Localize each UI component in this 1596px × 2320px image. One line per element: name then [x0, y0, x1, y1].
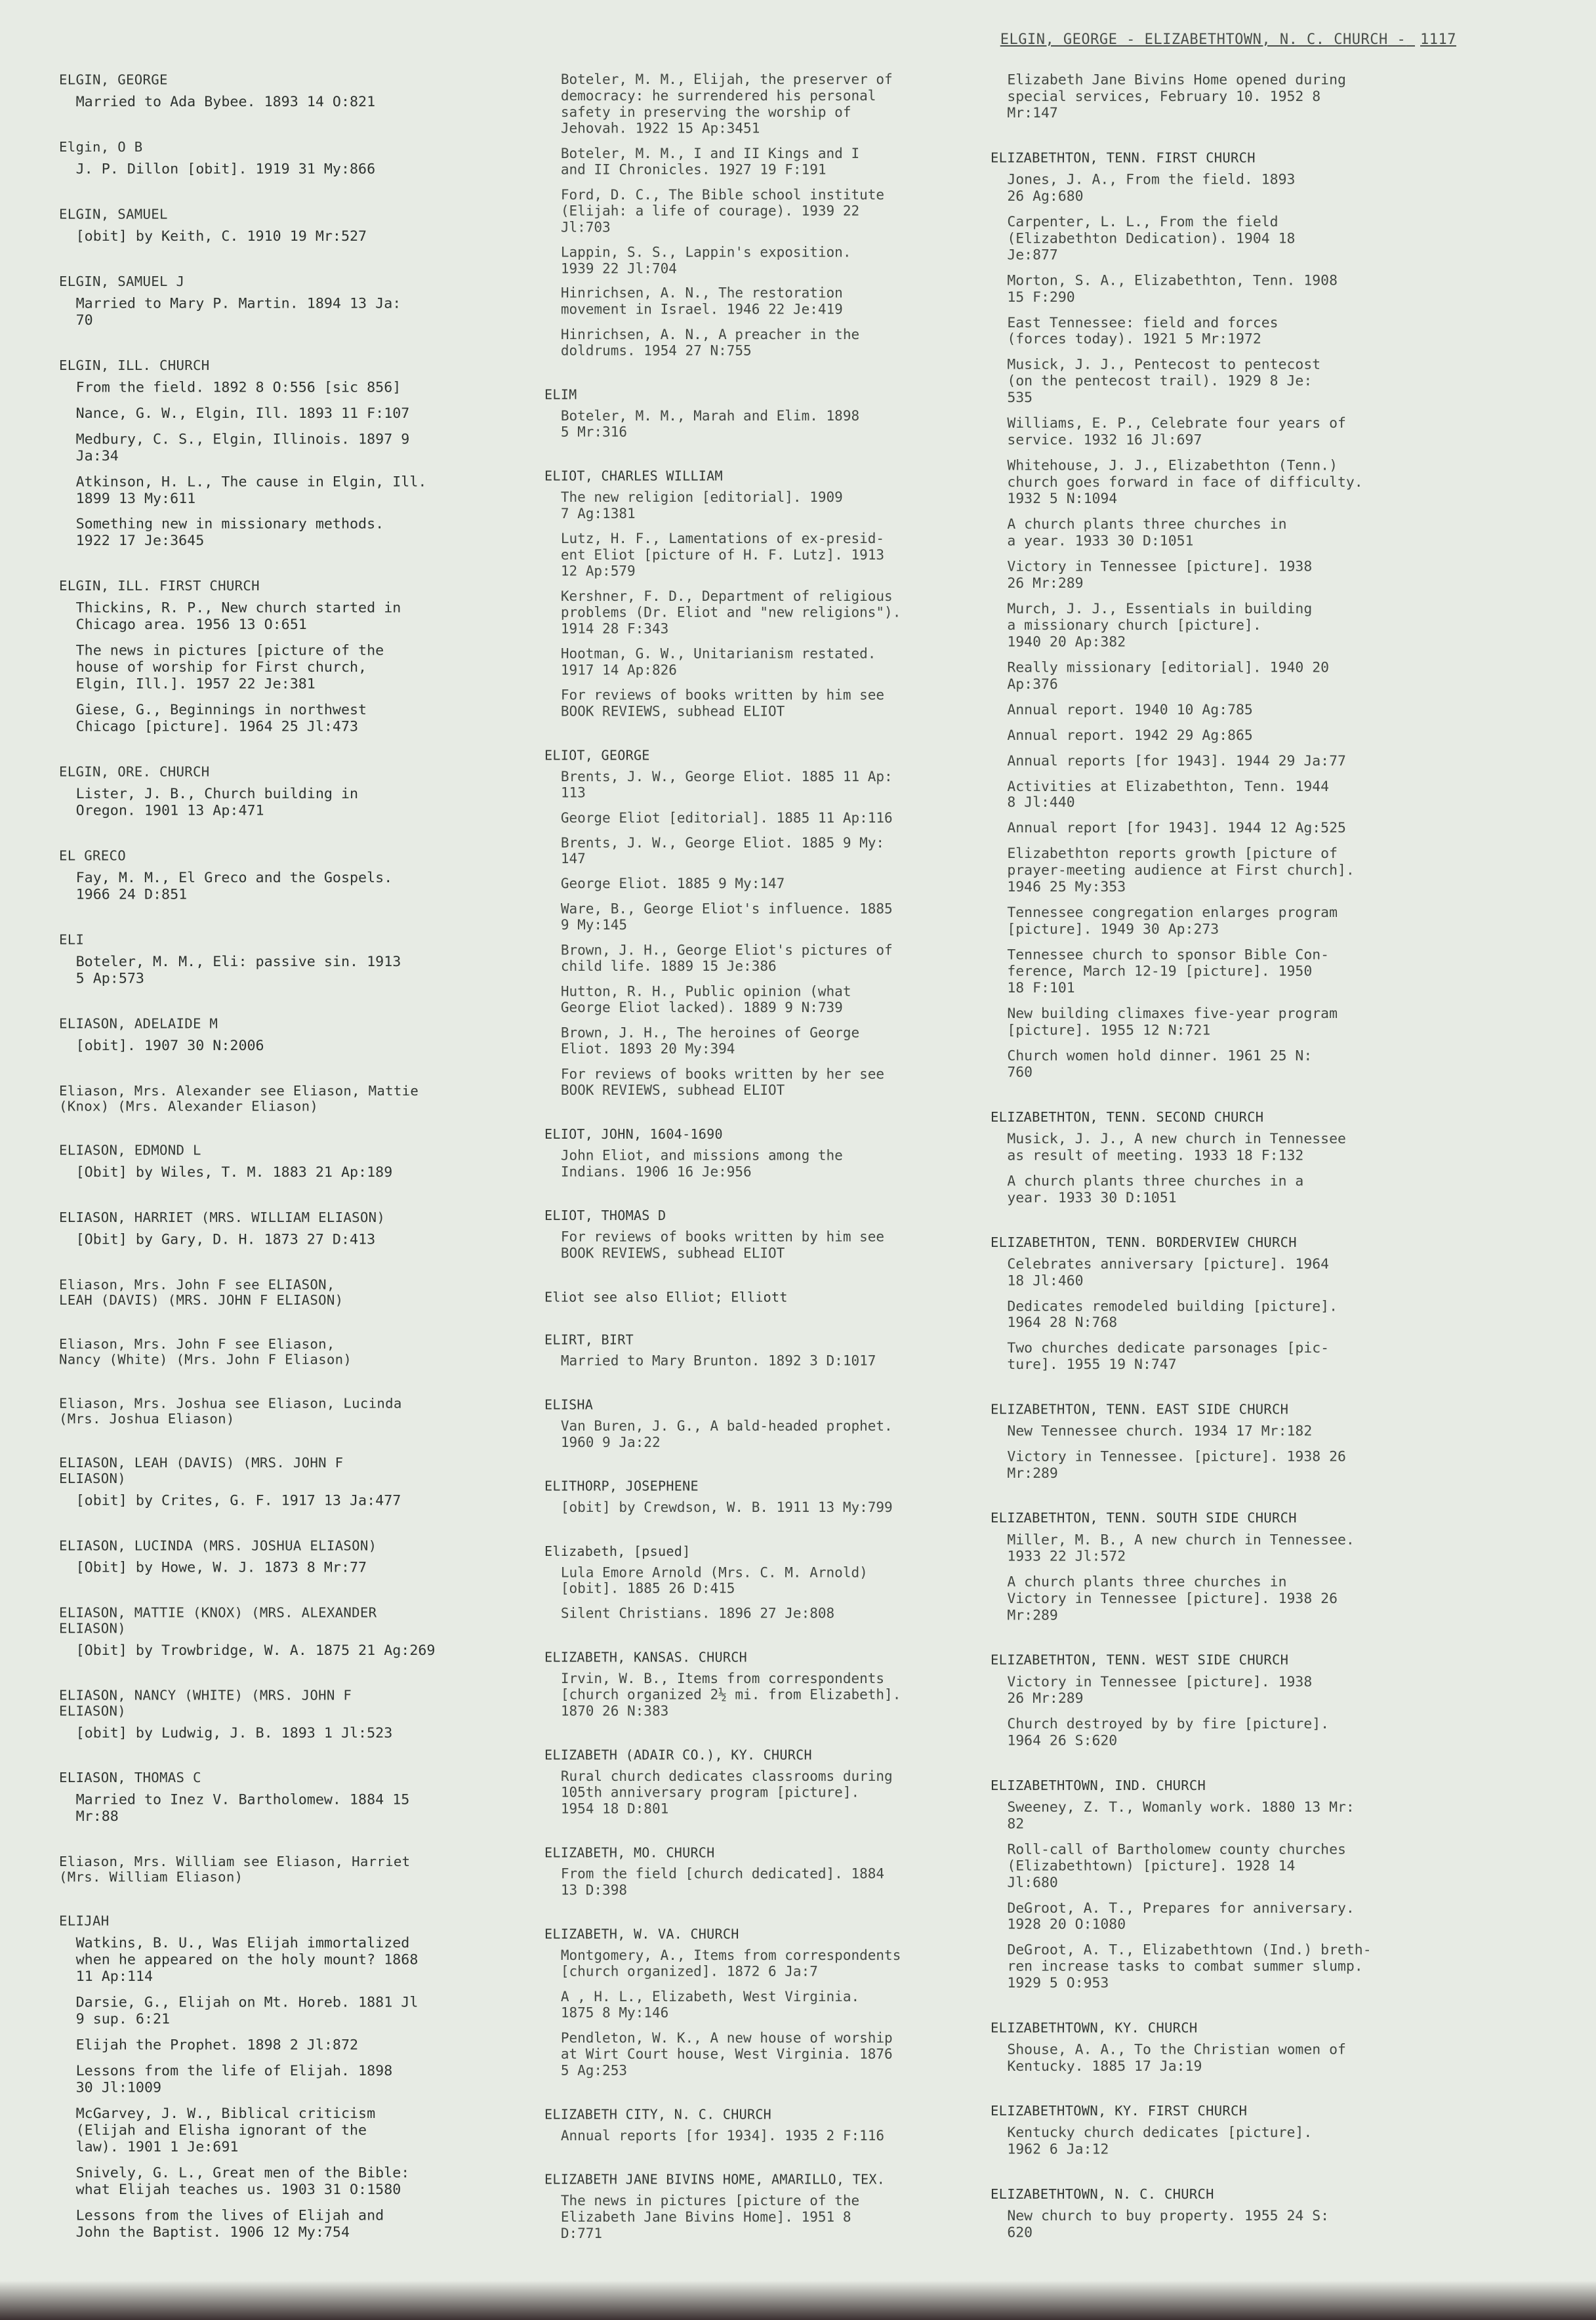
entry-heading: ELIZABETH, MO. CHURCH — [544, 1845, 715, 1861]
entry-heading: ELI — [59, 931, 85, 948]
citation: Victory in Tennessee [picture]. 1938 26 Mr:289 — [1007, 1674, 1313, 1707]
citation: Two churches dedicate parsonages [pic- ture]. 1955 19 N:747 — [1007, 1340, 1330, 1374]
column-1 — [59, 72, 511, 2269]
entry-heading: ELIZABETHTON, TENN. SOUTH SIDE CHURCH — [991, 1510, 1297, 1526]
citation: Married to Ada Bybee. 1893 14 O:821 — [75, 94, 376, 111]
citation: Fay, M. M., El Greco and the Gospels. 1966 24 D:851 — [75, 870, 393, 903]
entry-heading: ELGIN, GEORGE — [59, 72, 168, 88]
citation: [obit]. 1907 30 N:2006 — [75, 1038, 264, 1054]
index-entry — [59, 1455, 511, 1509]
entry-heading: ELGIN, SAMUEL — [59, 206, 168, 222]
column-2 — [544, 72, 964, 2269]
entry-heading: ELIASON, NANCY (WHITE) (MRS. JOHN F ELIASON) — [59, 1687, 352, 1719]
citation: Annual report [for 1943]. 1944 12 Ag:525 — [1007, 821, 1346, 837]
citation: Musick, J. J., A new church in Tennessee as result of meeting. 1933 18 F:132 — [1007, 1131, 1346, 1164]
citation: [obit] by Crites, G. F. 1917 13 Ja:477 — [75, 1492, 401, 1509]
citation: The news in pictures [picture of the Elizabeth Jane Bivins Home]. 1951 8 D:771 — [560, 2193, 860, 2242]
citation: Sweeney, Z. T., Womanly work. 1880 13 Mr: 82 — [1007, 1799, 1355, 1832]
page-header — [997, 31, 1456, 48]
citation: East Tennessee: field and forces (forces today). 1921 5 Mr:1972 — [1007, 315, 1279, 348]
index-entry — [544, 2107, 964, 2144]
index-entry — [59, 1210, 511, 1248]
citation: Hinrichsen, A. N., A preacher in the doldrums. 1954 27 N:755 — [560, 327, 860, 359]
citation: Boteler, M. M., Eli: passive sin. 1913 5 Ap:573 — [75, 954, 401, 987]
citation: Really missionary [editorial]. 1940 20 Ap:376 — [1007, 659, 1330, 693]
citation: Brown, J. H., George Eliot's pictures of child life. 1889 15 Je:386 — [560, 943, 893, 975]
citation: Shouse, A. A., To the Christian women of Kentucky. 1885 17 Ja:19 — [1007, 2042, 1346, 2075]
citation: Irvin, W. B., Items from correspondents [church organized 2½ mi. from Elizabeth]. 1870 26 N:383 — [560, 1671, 901, 1720]
citation: Snively, G. L., Great men of the Bible: what Elijah teaches us. 1903 31 O:1580 — [75, 2165, 410, 2198]
citation: A church plants three churches in a year. 1933 30 D:1051 — [1007, 1173, 1304, 1206]
entry-heading: Eliot see also Elliot; Elliott — [544, 1289, 788, 1305]
citation: [obit] by Keith, C. 1910 19 Mr:527 — [75, 228, 367, 245]
citation: [obit] by Ludwig, J. B. 1893 1 Jl:523 — [75, 1724, 393, 1741]
index-entry — [59, 1605, 511, 1659]
citation: For reviews of books written by her see BOOK REVIEWS, subhead ELIOT — [560, 1067, 885, 1099]
citation: Elizabethton reports growth [picture of prayer-meeting audience at First church]. 1946 25 My:353 — [1007, 846, 1355, 896]
index-entry — [544, 388, 964, 441]
entry-heading: ELIZABETHTOWN, KY. FIRST CHURCH — [991, 2103, 1248, 2119]
entry-heading: ELIZABETH, KANSAS. CHURCH — [544, 1650, 747, 1665]
entry-heading: ELIZABETHTOWN, KY. CHURCH — [991, 2020, 1198, 2036]
entry-heading: ELIASON, MATTIE (KNOX) (MRS. ALEXANDER ELIASON) — [59, 1604, 377, 1636]
citation: Murch, J. J., Essentials in building a missionary church [picture]. 1940 20 Ap:382 — [1007, 601, 1313, 651]
citation: Annual report. 1942 29 Ag:865 — [1007, 727, 1253, 744]
index-entry — [59, 1688, 511, 1742]
entry-heading: Elizabeth, [psued] — [544, 1543, 691, 1559]
entry-heading: ELIOT, JOHN, 1604-1690 — [544, 1126, 723, 1142]
index-entry — [991, 2020, 1451, 2075]
index-entry — [59, 1913, 511, 2241]
citation: For reviews of books written by him see BOOK REVIEWS, subhead ELIOT — [560, 687, 885, 720]
citation: Hootman, G. W., Unitarianism restated. 1917 14 Ap:826 — [560, 646, 876, 679]
column-3 — [991, 72, 1451, 2269]
entry-heading: ELIZABETHTON, TENN. EAST SIDE CHURCH — [991, 1402, 1289, 1417]
citation: Atkinson, H. L., The cause in Elgin, Ill. 1899 13 My:611 — [75, 474, 427, 507]
index-entry — [544, 1208, 964, 1262]
citation: Elijah the Prophet. 1898 2 Jl:872 — [75, 2037, 359, 2054]
index-entry — [59, 1770, 511, 1826]
citation: [Obit] by Howe, W. J. 1873 8 Mr:77 — [75, 1559, 367, 1576]
index-entry — [991, 1109, 1451, 1206]
citation: From the field. 1892 8 O:556 [sic 856] — [75, 379, 401, 396]
index-entry — [59, 1016, 511, 1055]
entry-heading: ELIASON, HARRIET (MRS. WILLIAM ELIASON) — [59, 1209, 386, 1225]
citation: Musick, J. J., Pentecost to pentecost (on the pentecost trail). 1929 8 Je: 535 — [1007, 357, 1321, 407]
citation: George Eliot [editorial]. 1885 11 Ap:116 — [560, 810, 893, 826]
citation: Church women hold dinner. 1961 25 N: 760 — [1007, 1048, 1313, 1081]
index-entry — [59, 274, 511, 329]
index-entry — [59, 764, 511, 820]
index-entry — [544, 1290, 964, 1305]
citation: Annual reports [for 1943]. 1944 29 Ja:77 — [1007, 752, 1346, 769]
index-entry — [544, 2172, 964, 2242]
index-entry — [59, 72, 511, 111]
index-entry — [59, 207, 511, 245]
index-entry — [544, 72, 964, 360]
index-entry — [59, 932, 511, 988]
citation: A church plants three churches in Victory in Tennessee [picture]. 1938 26 Mr:289 — [1007, 1574, 1338, 1624]
entry-heading: ELIASON, ADELAIDE M — [59, 1015, 218, 1032]
citation: George Eliot. 1885 9 My:147 — [560, 876, 785, 893]
entry-heading: ELGIN, ILL. FIRST CHURCH — [59, 578, 260, 594]
citation: Married to Inez V. Bartholomew. 1884 15 Mr:88 — [75, 1792, 410, 1825]
index-entry — [544, 1397, 964, 1451]
citation: Lister, J. B., Church building in Oregon. 1901 13 Ap:471 — [75, 786, 359, 819]
index-entry — [59, 1854, 511, 1884]
index-entry — [59, 1083, 511, 1114]
citation: For reviews of books written by him see BOOK REVIEWS, subhead ELIOT — [560, 1229, 885, 1261]
entry-heading: ELIZABETH, W. VA. CHURCH — [544, 1926, 739, 1942]
entry-heading: ELIZABETHTON, TENN. FIRST CHURCH — [991, 150, 1256, 166]
entry-heading: Eliason, Mrs. John F see Eliason, Nancy (White) (Mrs. John F Eliason) — [59, 1335, 352, 1368]
entry-heading: ELIASON, LEAH (DAVIS) (MRS. JOHN F ELIASON) — [59, 1455, 344, 1486]
index-entry — [59, 1396, 511, 1427]
entry-heading: ELGIN, SAMUEL J — [59, 274, 185, 289]
index-entry — [59, 1336, 511, 1367]
citation: Brents, J. W., George Eliot. 1885 11 Ap: 113 — [560, 769, 893, 802]
citation: Giese, G., Beginnings in northwest Chicago [picture]. 1964 25 Jl:473 — [75, 702, 367, 735]
entry-heading: Eliason, Mrs. Joshua see Eliason, Lucinda (Mrs. Joshua Eliason) — [59, 1395, 402, 1427]
citation: Boteler, M. M., Elijah, the preserver of democracy: he surrendered his personal safety in preserving the worship of Jehovah. 1922 15 Ap:3451 — [560, 72, 893, 137]
entry-heading: ELIASON, LUCINDA (MRS. JOSHUA ELIASON) — [59, 1537, 377, 1553]
index-entry — [59, 848, 511, 904]
citation: [Obit] by Trowbridge, W. A. 1875 21 Ag:269 — [75, 1642, 436, 1659]
citation: Dedicates remodeled building [picture]. 1964 28 N:768 — [1007, 1298, 1338, 1332]
index-entry — [544, 1127, 964, 1181]
index-entry — [991, 2186, 1451, 2241]
index-entry — [991, 1234, 1451, 1374]
index-entry — [991, 72, 1451, 122]
citation: Lessons from the life of Elijah. 1898 30 Jl:1009 — [75, 2063, 393, 2096]
citation: Annual report. 1940 10 Ag:785 — [1007, 701, 1253, 718]
index-entry — [544, 1478, 964, 1516]
entry-heading: Eliason, Mrs. Alexander see Eliason, Mattie (Knox) (Mrs. Alexander Eliason) — [59, 1082, 419, 1114]
index-entry — [544, 748, 964, 1099]
entry-heading: ELIZABETHTON, TENN. WEST SIDE CHURCH — [991, 1652, 1289, 1668]
citation: New Tennessee church. 1934 17 Mr:182 — [1007, 1423, 1313, 1440]
citation: Tennessee church to sponsor Bible Con- ference, March 12-19 [picture]. 1950 18 F:101 — [1007, 946, 1330, 996]
index-entry — [544, 1543, 964, 1622]
scan-edge-shadow — [0, 2281, 1596, 2320]
citation: Roll-call of Bartholomew county churches (Elizabethtown) [picture]. 1928 14 Jl:680 — [1007, 1841, 1346, 1891]
citation: Darsie, G., Elijah on Mt. Horeb. 1881 Jl 9 sup. 6:21 — [75, 1995, 419, 2028]
entry-heading: Eliason, Mrs. William see Eliason, Harriet (Mrs. William Eliason) — [59, 1854, 411, 1885]
citation: Lula Emore Arnold (Mrs. C. M. Arnold) [obit]. 1885 26 D:415 — [560, 1564, 868, 1597]
index-entry — [991, 1652, 1451, 1749]
entry-heading: ELIZABETH JANE BIVINS HOME, AMARILLO, TEX. — [544, 2172, 886, 2188]
citation: Victory in Tennessee [picture]. 1938 26 Mr:289 — [1007, 558, 1313, 592]
citation: Van Buren, J. G., A bald-headed prophet. 1960 9 Ja:22 — [560, 1418, 893, 1451]
entry-heading: ELIOT, CHARLES WILLIAM — [544, 468, 723, 484]
citation: Elizabeth Jane Bivins Home opened during special services, February 10. 1952 8 Mr:147 — [1007, 72, 1346, 121]
citation: Boteler, M. M., I and II Kings and I and II Chronicles. 1927 19 F:191 — [560, 146, 860, 178]
citation: Victory in Tennessee. [picture]. 1938 26 Mr:289 — [1007, 1449, 1346, 1482]
index-entry — [991, 1778, 1451, 1992]
entry-heading: ELIZABETH (ADAIR CO.), KY. CHURCH — [544, 1747, 812, 1763]
index-entry — [59, 1537, 511, 1576]
index-entry — [991, 150, 1451, 1081]
citation: Nance, G. W., Elgin, Ill. 1893 11 F:107 — [75, 405, 410, 422]
entry-heading: ELISHA — [544, 1397, 594, 1413]
citation: New building climaxes five-year program [picture]. 1955 12 N:721 — [1007, 1006, 1338, 1039]
citation: Annual reports [for 1934]. 1935 2 F:116 — [560, 2128, 885, 2144]
index-entry — [59, 1276, 511, 1307]
entry-heading: ELIRT, BIRT — [544, 1332, 634, 1347]
entry-heading: Elgin, O B — [59, 139, 143, 155]
index-entry — [544, 1747, 964, 1818]
entry-heading: ELIASON, THOMAS C — [59, 1770, 201, 1786]
citation: Something new in missionary methods. 1922 17 Je:3645 — [75, 516, 384, 550]
citation: Lutz, H. F., Lamentations of ex-presid- ent Eliot [picture of H. F. Lutz]. 1913 12 Ap:579 — [560, 531, 885, 580]
citation: Activities at Elizabethton, Tenn. 1944 8 Jl:440 — [1007, 778, 1330, 811]
citation: Watkins, B. U., Was Elijah immortalized when he appeared on the holy mount? 1868 11 Ap:114 — [75, 1935, 419, 1985]
entry-heading: ELIZABETHTOWN, IND. CHURCH — [991, 1778, 1206, 1793]
entry-heading: ELGIN, ORE. CHURCH — [59, 763, 210, 780]
header-separator: - — [1397, 31, 1406, 48]
citation: Medbury, C. S., Elgin, Illinois. 1897 9 Ja:34 — [75, 431, 410, 464]
index-entry — [59, 357, 511, 550]
citation: A church plants three churches in a year. 1933 30 D:1051 — [1007, 516, 1287, 550]
citation: Rural church dedicates classrooms during 105th anniversary program [picture]. 1954 18 D:801 — [560, 1768, 893, 1818]
citation: From the field [church dedicated]. 1884 13 D:398 — [560, 1866, 885, 1899]
citation: Brents, J. W., George Eliot. 1885 9 My: 147 — [560, 835, 885, 868]
entry-heading: ELGIN, ILL. CHURCH — [59, 357, 210, 373]
entry-heading: ELIZABETHTOWN, N. C. CHURCH — [991, 2186, 1214, 2202]
citation: Hinrichsen, A. N., The restoration movement in Israel. 1946 22 Je:419 — [560, 286, 843, 318]
index-entry — [59, 578, 511, 735]
index-entry — [991, 1402, 1451, 1482]
entry-heading: ELIOT, THOMAS D — [544, 1208, 666, 1223]
citation: Montgomery, A., Items from correspondents [church organized]. 1872 6 Ja:7 — [560, 1947, 901, 1980]
index-entry — [544, 1332, 964, 1370]
citation: Celebrates anniversary [picture]. 1964 18 Jl:460 — [1007, 1256, 1330, 1289]
entry-heading: ELIM — [544, 387, 577, 403]
citation: McGarvey, J. W., Biblical criticism (Elijah and Elisha ignorant of the law). 1901 1 Je:691 — [75, 2106, 376, 2155]
index-entry — [544, 1650, 964, 1720]
citation: DeGroot, A. T., Prepares for anniversary. 1928 20 O:1080 — [1007, 1900, 1355, 1933]
citation: Lappin, S. S., Lappin's exposition. 1939 22 Jl:704 — [560, 245, 851, 277]
entry-heading: Eliason, Mrs. John F see ELIASON, LEAH (DAVIS) (MRS. JOHN F ELIASON) — [59, 1276, 344, 1308]
citation: Williams, E. P., Celebrate four years of service. 1932 16 Jl:697 — [1007, 415, 1346, 449]
entry-heading: ELIJAH — [59, 1913, 110, 1929]
index-entry — [59, 139, 511, 178]
entry-heading: ELIOT, GEORGE — [544, 747, 650, 763]
citation: The news in pictures [picture of the house of worship for First church, Elgin, Ill.]. 1957 22 Je:381 — [75, 642, 384, 693]
index-entry — [544, 469, 964, 720]
citation: DeGroot, A. T., Elizabethtown (Ind.) breth- ren increase tasks to combat summer slump. 1929 5 O:953 — [1007, 1942, 1372, 1992]
citation: Kentucky church dedicates [picture]. 1962 6 Ja:12 — [1007, 2125, 1313, 2158]
index-entry — [991, 2104, 1451, 2159]
citation: Silent Christians. 1896 27 Je:808 — [560, 1606, 835, 1622]
citation: New church to buy property. 1955 24 S: 620 — [1007, 2208, 1330, 2241]
citation: Kershner, F. D., Department of religious problems (Dr. Eliot and "new religions"). 1914 28 F:343 — [560, 588, 901, 638]
citation: The new religion [editorial]. 1909 7 Ag:1381 — [560, 490, 843, 522]
citation: Ford, D. C., The Bible school institute (Elijah: a life of courage). 1939 22 Jl:703 — [560, 187, 885, 235]
citation: John Eliot, and missions among the Indians. 1906 16 Je:956 — [560, 1148, 843, 1180]
citation: Miller, M. B., A new church in Tennessee. 1933 22 Jl:572 — [1007, 1532, 1355, 1565]
entry-heading: EL GRECO — [59, 847, 126, 864]
citation: [Obit] by Gary, D. H. 1873 27 D:413 — [75, 1231, 376, 1248]
citation: Morton, S. A., Elizabethton, Tenn. 1908 15 F:290 — [1007, 272, 1338, 306]
citation: [Obit] by Wiles, T. M. 1883 21 Ap:189 — [75, 1164, 393, 1181]
citation: Lessons from the lives of Elijah and John the Baptist. 1906 12 My:754 — [75, 2207, 384, 2241]
citation: Boteler, M. M., Marah and Elim. 1898 5 Mr:316 — [560, 409, 860, 441]
page-number: 1117 — [1420, 31, 1456, 48]
citation: A , H. L., Elizabeth, West Virginia. 1875 8 My:146 — [560, 1989, 860, 2022]
citation: Tennessee congregation enlarges program [picture]. 1949 30 Ap:273 — [1007, 905, 1338, 938]
citation: [obit] by Crewdson, W. B. 1911 13 My:799 — [560, 1499, 893, 1516]
citation: Hutton, R. H., Public opinion (what George Eliot lacked). 1889 9 N:739 — [560, 984, 851, 1017]
entry-heading: ELIZABETHTON, TENN. SECOND CHURCH — [991, 1109, 1264, 1125]
entry-heading: ELIZABETHTON, TENN. BORDERVIEW CHURCH — [991, 1234, 1297, 1250]
citation: Church destroyed by by fire [picture]. 1964 26 S:620 — [1007, 1716, 1330, 1749]
entry-heading: ELIASON, EDMOND L — [59, 1142, 201, 1158]
running-title: ELGIN, GEORGE - ELIZABETHTOWN, N. C. CHURCH — [1000, 31, 1388, 48]
entry-heading: ELIZABETH CITY, N. C. CHURCH — [544, 2106, 772, 2122]
citation: Ware, B., George Eliot's influence. 1885 9 My:145 — [560, 901, 893, 934]
citation: Carpenter, L. L., From the field (Elizabethton Dedication). 1904 18 Je:877 — [1007, 214, 1296, 264]
citation: Married to Mary Brunton. 1892 3 D:1017 — [560, 1353, 876, 1370]
entry-heading: ELITHORP, JOSEPHENE — [544, 1478, 699, 1494]
index-entry — [59, 1143, 511, 1181]
index-entry — [544, 1926, 964, 2079]
citation: J. P. Dillon [obit]. 1919 31 My:866 — [75, 161, 376, 178]
index-entry — [991, 1511, 1451, 1624]
citation: Pendleton, W. K., A new house of worship at Wirt Court house, West Virginia. 1876 5 Ag:253 — [560, 2030, 893, 2079]
citation: Jones, J. A., From the field. 1893 26 Ag:680 — [1007, 171, 1296, 205]
citation: Whitehouse, J. J., Elizabethton (Tenn.) church goes forward in face of difficulty. 1932 5 N:1094 — [1007, 458, 1363, 508]
citation: Brown, J. H., The heroines of George Eliot. 1893 20 My:394 — [560, 1025, 860, 1057]
index-entry — [544, 1845, 964, 1899]
citation: Thickins, R. P., New church started in Chicago area. 1956 13 O:651 — [75, 600, 401, 634]
citation: Married to Mary P. Martin. 1894 13 Ja: 70 — [75, 295, 401, 329]
